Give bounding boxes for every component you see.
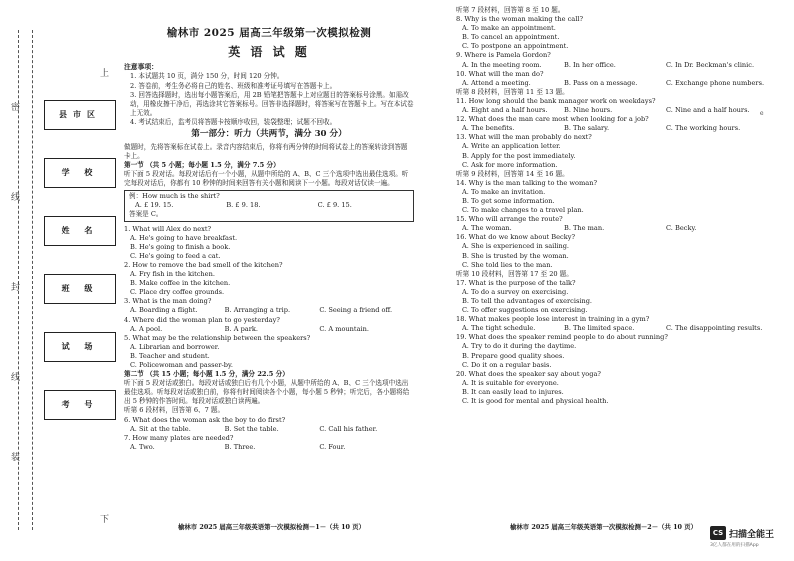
answer-option[interactable]: A. A pool. — [130, 324, 163, 333]
answer-option[interactable]: A. He's going to have breakfast. — [130, 233, 238, 242]
scanner-name: 扫描全能王 — [729, 530, 775, 540]
question-options — [456, 24, 768, 51]
answer-option[interactable]: C. Do it on a regular basis. — [462, 360, 552, 369]
answer-option[interactable]: C. Four. — [319, 442, 346, 451]
answer-option[interactable]: C. He's going to feed a cat. — [130, 251, 221, 260]
strip-mark: 封 — [11, 283, 21, 293]
question-group — [456, 279, 768, 406]
question-text: 3. What is the man doing? — [124, 297, 212, 306]
answer-option[interactable]: C. It is good for mental and physical health. — [462, 397, 609, 406]
answer-option[interactable]: A. Write an application letter. — [462, 142, 561, 151]
field-name[interactable]: 姓 名 — [44, 216, 116, 246]
question-group — [124, 416, 414, 452]
question-text: 7. How many plates are needed? — [124, 433, 234, 442]
part1-intro: 做题时，先将答案标在试卷上。录音内容结束后，你将有两分钟的时间将试卷上的答案转涂到答题卡上。 — [124, 142, 408, 160]
answer-option[interactable]: A. Eight and a half hours. — [462, 106, 548, 115]
answer-option[interactable]: B. To get some information. — [462, 196, 555, 205]
section2-intro: 听下面 5 段对话或独白。每段对话或独白后有几个小题，从题中所给的 A、B、C 三个选项中选出最佳选项。听每段对话或独白前，你将有时间阅读各个小题，每小题 5 秒钟；听完后，各小题将给出 5 秒钟的作答时间。每段对话或独白读两遍。 — [124, 379, 410, 406]
answer-option[interactable]: B. In her office. — [564, 60, 616, 69]
left-column — [124, 6, 414, 452]
answer-option[interactable]: B. It can easily lead to injures. — [462, 387, 564, 396]
answer-option[interactable]: B. Three. — [224, 442, 256, 451]
answer-option[interactable]: C. The working hours. — [666, 124, 741, 133]
answer-option[interactable]: A. In the meeting room. — [462, 60, 542, 69]
answer-option[interactable]: A. She is experienced in sailing. — [462, 242, 570, 251]
question-group — [456, 179, 768, 270]
footer-left: 榆林市 2025 届高三年级英语第一次模拟检测－1－（共 10 页） — [178, 523, 366, 531]
strip-mark: 线 — [11, 193, 21, 203]
question-options — [124, 443, 414, 452]
question-options — [456, 379, 768, 406]
example-option: B. £ 9. 18. — [226, 201, 261, 210]
question-options — [456, 242, 768, 269]
question-options — [456, 61, 768, 70]
field-exam-number[interactable]: 考 号 — [44, 390, 116, 420]
answer-option[interactable]: A. Attend a meeting. — [462, 78, 531, 87]
question-text: 8. Why is the woman making the call? — [456, 15, 583, 24]
question-options — [124, 234, 414, 261]
margin-mark: e — [760, 110, 764, 117]
part1-heading: 第一部分：听力（共两节，满分 30 分） — [191, 128, 347, 139]
question-options — [124, 306, 414, 315]
question-text: 6. What does the woman ask the boy to do first? — [124, 415, 286, 424]
answer-option[interactable]: B. Teacher and student. — [130, 351, 210, 360]
exam-subject: 英 语 试 题 — [228, 45, 310, 60]
answer-option[interactable]: A. Sit at the table. — [130, 424, 191, 433]
field-county[interactable]: 县市区 — [44, 100, 116, 130]
question-text: 15. Who will arrange the route? — [456, 215, 563, 224]
strip-mark: 装 — [11, 453, 21, 463]
answer-option[interactable]: C. Becky. — [666, 224, 697, 233]
answer-option[interactable]: C. Place dry coffee grounds. — [130, 288, 225, 297]
question-text: 5. What may be the relationship between the speakers? — [124, 333, 311, 342]
camscanner-icon: CS — [710, 526, 726, 540]
question-text: 13. What will the man probably do next? — [456, 133, 592, 142]
answer-option[interactable]: C. Call his father. — [319, 424, 378, 433]
question-options — [456, 188, 768, 215]
question-group — [456, 15, 768, 88]
question-options — [456, 324, 768, 333]
answer-option[interactable]: C. Ask for more information. — [462, 160, 558, 169]
note-item: 2. 答卷前，考生务必将自己的姓名、班级和准考证号填写在答题卡上。 — [130, 81, 337, 90]
answer-option[interactable]: A. Fry fish in the kitchen. — [130, 270, 215, 279]
answer-option[interactable]: B. The salary. — [564, 124, 610, 133]
question-options — [456, 124, 768, 133]
example-option: C. £ 9. 15. — [317, 201, 352, 210]
material-9: 听第 9 段材料，回答第 14 至 16 题。 — [456, 169, 569, 178]
note-item: 3. 回答选择题时，选出每小题答案后，用 2B 铅笔把答题卡上对应题目的答案标号涂黑。如需改动，用橡皮擦干净后，再选涂其它答案标号。回答非选择题时，将答案写在答题卡上。写在本试卷上无效。 — [130, 90, 414, 117]
answer-option[interactable]: B. Nine hours. — [564, 106, 613, 115]
example-option: A. £ 19. 15. — [135, 201, 174, 210]
material-7: 听第 7 段材料，回答第 8 至 10 题。 — [456, 6, 565, 14]
question-options — [456, 342, 768, 369]
question-group — [456, 97, 768, 170]
scanner-tagline: 3亿人都在用的扫描App — [710, 543, 759, 548]
answer-option[interactable]: C. Nine and a half hours. — [666, 106, 750, 115]
answer-option[interactable]: B. He's going to finish a book. — [130, 242, 231, 251]
question-options — [456, 288, 768, 315]
section1-heading: 第一节 （共 5 小题；每小题 1.5 分，满分 7.5 分） — [124, 161, 280, 170]
question-text: 16. What do we know about Becky? — [456, 233, 575, 242]
answer-option[interactable]: B. To tell the advantages of exercising. — [462, 297, 593, 305]
question-text: 19. What does the speaker remind people to do about running? — [456, 333, 668, 342]
question-options — [124, 325, 414, 334]
note-item: 1. 本试题共 10 页，满分 150 分，时间 120 分钟。 — [130, 72, 284, 81]
answer-option[interactable]: C. Policewoman and passer-by. — [130, 360, 233, 369]
field-class[interactable]: 班 级 — [44, 274, 116, 304]
answer-option[interactable]: A. The woman. — [462, 224, 512, 233]
footer-right: 榆林市 2025 届高三年级英语第一次模拟检测－2－（共 10 页） — [510, 523, 698, 531]
answer-option[interactable]: A. To make an invitation. — [462, 187, 546, 196]
question-text: 2. How to remove the bad smell of the kitchen? — [124, 260, 283, 269]
answer-option[interactable]: C. In Dr. Beckman's clinic. — [666, 60, 755, 69]
answer-option[interactable]: A. The benefits. — [462, 124, 515, 133]
note-item: 4. 考试结束后，监考员将答题卡按顺序收回，装袋整理；试题不回收。 — [130, 117, 337, 126]
question-text: 10. What will the man do? — [456, 69, 544, 78]
question-text: 4. Where did the woman plan to go yesterday? — [124, 315, 280, 324]
answer-option[interactable]: B. Make coffee in the kitchen. — [130, 279, 231, 288]
answer-option[interactable]: A. It is suitable for everyone. — [462, 378, 559, 387]
answer-option[interactable]: B. Pass on a message. — [564, 78, 638, 87]
answer-option[interactable]: C. The disappointing results. — [666, 324, 763, 333]
question-text: 11. How long should the bank manager work on weekdays? — [456, 96, 656, 105]
answer-option[interactable]: B. To cancel an appointment. — [462, 33, 560, 42]
answer-option[interactable]: C. To offer suggestions on exercising. — [462, 306, 588, 315]
question-options — [124, 270, 414, 297]
answer-option[interactable]: B. Prepare good quality shoes. — [462, 351, 565, 360]
binding-strip — [11, 10, 114, 530]
cut-line-inner — [32, 30, 33, 530]
answer-option[interactable]: A. Boarding a flight. — [130, 306, 198, 315]
question-text: 1. What will Alex do next? — [124, 224, 212, 233]
answer-option[interactable]: C. A mountain. — [319, 324, 369, 333]
answer-option[interactable]: A. The tight schedule. — [462, 324, 536, 333]
right-column — [456, 6, 768, 406]
answer-option[interactable]: B. The man. — [564, 224, 605, 233]
section2-heading: 第二节 （共 15 小题；每小题 1.5 分，满分 22.5 分） — [124, 370, 289, 379]
example-question: 例：How much is the shirt? — [129, 192, 220, 201]
question-text: 17. What is the purpose of the talk? — [456, 278, 576, 287]
question-text: 14. Why is the man talking to the woman? — [456, 178, 597, 187]
field-exam-room[interactable]: 试 场 — [44, 332, 116, 362]
answer-option[interactable]: C. Exchange phone numbers. — [666, 78, 765, 87]
question-options — [456, 142, 768, 169]
answer-option[interactable]: B. She is trusted by the woman. — [462, 251, 569, 260]
question-options — [124, 343, 414, 370]
answer-option[interactable]: C. Seeing a friend off. — [319, 306, 393, 315]
answer-option[interactable]: B. The limited space. — [564, 324, 635, 333]
question-options — [456, 224, 768, 233]
question-text: 9. Where is Pamela Gordon? — [456, 51, 551, 60]
answer-option[interactable]: A. Two. — [130, 442, 155, 451]
question-text: 20. What does the speaker say about yoga? — [456, 369, 601, 378]
answer-option[interactable]: C. To postpone an appointment. — [462, 42, 569, 51]
answer-option[interactable]: A. To do a survey on exercising. — [462, 287, 569, 296]
answer-option[interactable]: A. Try to do it during the daytime. — [462, 342, 577, 351]
example-answer: 答案是 C。 — [129, 210, 163, 219]
material-10: 听第 10 段材料，回答第 17 至 20 题。 — [456, 269, 573, 278]
answer-option[interactable]: C. She told lies to the man. — [462, 260, 553, 269]
answer-option[interactable]: A. Librarian and borrower. — [130, 342, 220, 351]
section1-intro: 听下面 5 段对话。每段对话后有一个小题，从题中所给的 A、B、C 三个选项中选出最佳选项。听完每段对话后，你都有 10 秒钟的时间来回答有关小题和阅读下一小题。每段对话仅读一遍。 — [124, 170, 409, 188]
question-group — [124, 225, 414, 371]
answer-option[interactable]: C. To make changes to a travel plan. — [462, 206, 584, 215]
question-text: 12. What does the man care most when looking for a job? — [456, 115, 649, 124]
question-options — [456, 106, 768, 115]
field-school[interactable]: 学 校 — [44, 158, 116, 188]
strip-mark: 线 — [11, 373, 21, 383]
strip-mark: 密 — [11, 103, 21, 113]
notes-heading: 注意事项： — [124, 63, 158, 72]
answer-option[interactable]: B. Set the table. — [224, 424, 279, 433]
exam-title: 榆林市 2025 届高三年级第一次模拟检测 — [166, 27, 372, 39]
question-text: 18. What makes people lose interest in training in a gym? — [456, 315, 650, 324]
answer-option[interactable]: B. A park. — [224, 324, 258, 333]
question-options — [456, 79, 768, 88]
answer-option[interactable]: B. Apply for the post immediately. — [462, 151, 576, 160]
answer-option[interactable]: B. Arranging a trip. — [224, 306, 291, 315]
example-box — [124, 190, 414, 221]
answer-option[interactable]: A. To make an appointment. — [462, 24, 556, 33]
material-6: 听第 6 段材料，回答第 6、7 题。 — [124, 406, 225, 415]
strip-mark: 下 — [100, 515, 110, 525]
example-options — [129, 201, 409, 210]
question-options — [124, 425, 414, 434]
strip-mark: 上 — [100, 69, 110, 79]
material-8: 听第 8 段材料，回答第 11 至 13 题。 — [456, 87, 569, 96]
